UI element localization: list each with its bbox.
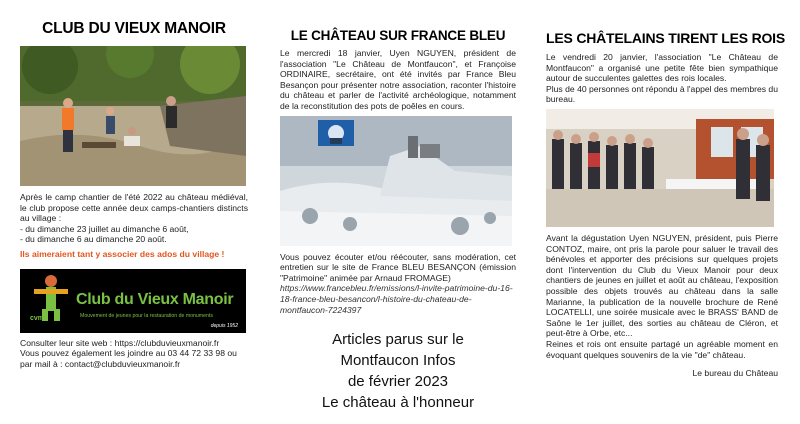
articles-line: Le château à l'honneur [321,394,475,412]
chatelains-p1: Le vendredi 20 janvier, l'association "Le Château de Montfaucon" a organisé une petite fête bien sympathique autour de succulentes galettes des rois locales. [546,52,778,84]
club-website: Consulter leur site web : https://clubduvieuxmanoir.fr [20,337,220,348]
chatelains-p3: Avant la dégustation Uyen NGUYEN, président, puis Pierre CONTOZ, maire, ont pris la parole pour saluer le travail des bénévoles et apporter des précisions sur quelques projets dont l'intervention du Club du Vieux Manoir pour deux chantiers de jeunes en juillet et août au château, l'exposition possible des objets trouvés au château dans la salle Marianne, la publication de la nouvelle brochure de René LOCATELLI, une soirée musicale avec le BRASS' BAND de Saône le 1er juillet, des sorties au château de Cléron, et peut-être à Orbe, etc... [546,232,778,339]
france-bleu-listen: Vous pouvez écouter et/ou réécouter, sans modération, cet entretien sur le site de France BLEU BESANÇON (émission "Patrimoine" animée par Arnaud FROMAGE) [280,251,516,283]
articles-caption [280,329,516,413]
club-contact: Vous pouvez également les joindre au 03 44 72 33 98 ou par mail à : contact@clubduvieuxmanoir.fr [20,348,237,369]
chatelains-p4: Reines et rois ont ensuite partagé un agréable moment en évoquant quelques souvenirs de la vie "de" château. [546,338,778,360]
france-bleu-link[interactable]: https://www.francebleu.fr/emissions/l-invite-patrimoine-du-16-18-france-bleu-besancon/l-histoire-du-chateau-de-montfaucon-7224397 [280,283,513,315]
article-club-vieux-manoir [20,0,248,369]
article-chatelains [546,0,786,379]
article-france-bleu [280,0,516,413]
club-logo [20,269,246,333]
photo-camp-chantier [20,46,246,186]
logo-since: depuis 1952 [210,322,238,329]
article-title: CLUB DU VIEUX MANOIR [42,20,226,37]
ados-highlight: Ils aimeraient tant y associer des ados du village ! [20,248,225,259]
article-title: LE CHÂTEAU SUR FRANCE BLEU [290,28,506,43]
logo-name: Club du Vieux Manoir [76,290,234,308]
france-bleu-body: Le mercredi 18 janvier, Uyen NGUYEN, président de l'association "Le Château de Montfaucon", et Françoise ORDINAIRE, secrétaire, ont été invités par France Bleu Besançon pour présenter notre association, raconter l'histoire du château et parler de l'activité archéologique, notamment de la reconstitution des pots de poêles en cours. [280,48,516,111]
logo-abbr: cvm [30,314,45,322]
camp-date-item: - du dimanche 6 au dimanche 20 août. [20,234,167,245]
articles-line: de février 2023 [347,373,449,391]
camp-dates [20,224,248,245]
chatelains-p2: Plus de 40 personnes ont répondu à l'appel des membres du bureau. [546,83,778,105]
chatelains-signature: Le bureau du Château [692,368,778,379]
camp-date-item: - du dimanche 23 juillet au dimanche 6 août, [20,223,189,234]
articles-line: Articles parus sur le [332,331,464,349]
articles-line: Montfaucon Infos [340,352,456,370]
club-intro: Après le camp chantier de l'été 2022 au château médiéval, le club propose cette année deux camps-chantiers distincts au village : [20,192,248,224]
photo-galette-fete [546,109,774,227]
photo-chateau-winter [280,116,512,246]
logo-tagline: Mouvement de jeunes pour la restauration de monuments [80,312,213,319]
article-title: LES CHÂTELAINS TIRENT LES ROIS [546,30,786,46]
